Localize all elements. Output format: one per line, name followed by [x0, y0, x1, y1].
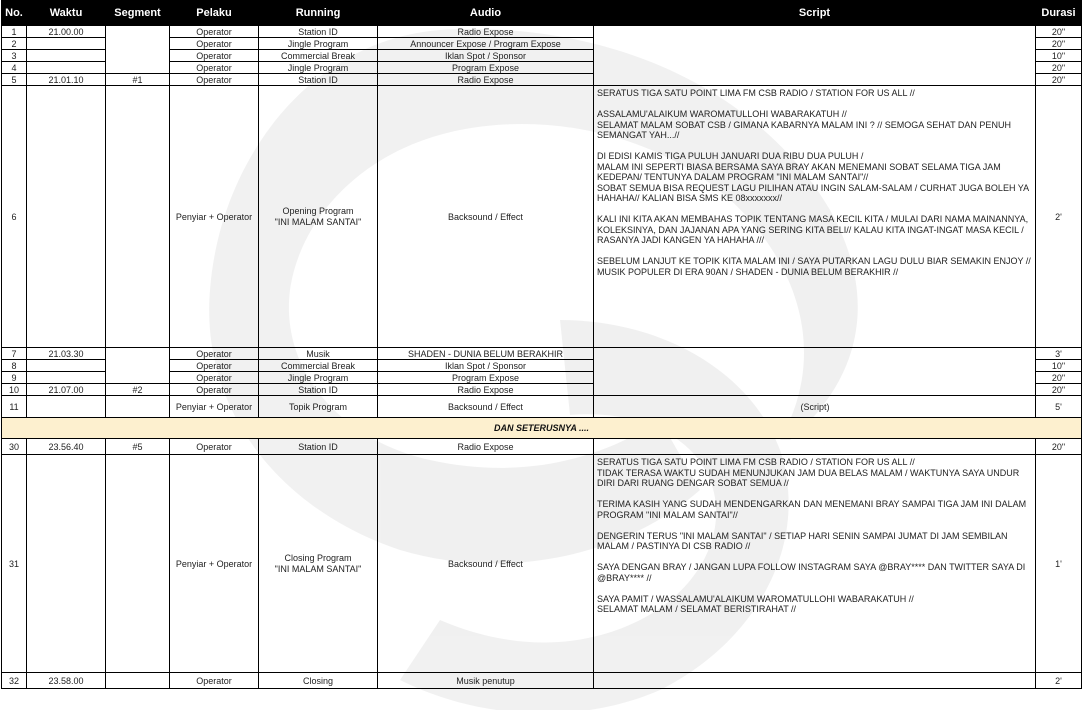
cell-audio: Radio Expose — [378, 74, 594, 86]
cell-pelaku: Operator — [170, 348, 259, 360]
cell-running: Station ID — [259, 74, 378, 86]
column-header-running: Running — [259, 1, 378, 26]
script-line: SERATUS TIGA SATU POINT LIMA FM CSB RADIO / STATION FOR US ALL // — [597, 457, 915, 467]
cell-audio: Iklan Spot / Sponsor — [378, 360, 594, 372]
cell-waktu: 23.58.00 — [27, 673, 106, 689]
running-line: "INI MALAM SANTAI" — [274, 216, 362, 227]
cell-audio: Backsound / Effect — [378, 455, 594, 673]
cell-segment — [106, 26, 170, 74]
cell-durasi: 2' — [1036, 673, 1082, 689]
cell-running: Musik — [259, 348, 378, 360]
cell-running: Station ID — [259, 439, 378, 455]
cell-durasi: 10" — [1036, 50, 1082, 62]
script-line — [597, 552, 1033, 563]
script-line: DENGERIN TERUS "INI MALAM SANTAI" / SETIAP HARI SENIN SAMPAI JUMAT DI JAM SEMBILAN MALAM / PASTINYA DI CSB RADIO // — [597, 530, 1008, 551]
cell-waktu — [27, 50, 106, 62]
cell-waktu: 21.03.30 — [27, 348, 106, 360]
cell-pelaku: Operator — [170, 74, 259, 86]
cell-pelaku: Operator — [170, 26, 259, 38]
cell-script — [594, 439, 1036, 455]
column-header-waktu: Waktu — [27, 1, 106, 26]
rundown-table — [1, 0, 1082, 689]
table-row — [2, 673, 1082, 689]
cell-segment: #5 — [106, 439, 170, 455]
cell-durasi: 20" — [1036, 74, 1082, 86]
cell-pelaku: Operator — [170, 38, 259, 50]
script-line — [597, 520, 1033, 531]
script-line — [597, 204, 1033, 215]
cell-durasi: 5' — [1036, 396, 1082, 418]
cell-pelaku: Operator — [170, 372, 259, 384]
table-header-row — [2, 1, 1082, 26]
cell-waktu: 23.56.40 — [27, 439, 106, 455]
cell-durasi: 2' — [1036, 86, 1082, 348]
table-row — [2, 26, 1082, 38]
cell-durasi: 20" — [1036, 38, 1082, 50]
column-header-durasi: Durasi — [1036, 1, 1082, 26]
cell-no: 11 — [2, 396, 27, 418]
cell-no: 7 — [2, 348, 27, 360]
cell-audio: Radio Expose — [378, 384, 594, 396]
cell-no: 8 — [2, 360, 27, 372]
cell-no: 9 — [2, 372, 27, 384]
cell-pelaku: Operator — [170, 673, 259, 689]
cell-running — [259, 455, 378, 673]
table-row — [2, 439, 1082, 455]
cell-pelaku: Operator — [170, 439, 259, 455]
cell-segment — [106, 348, 170, 384]
script-line: DI EDISI KAMIS TIGA PULUH JANUARI DUA RIBU DUA PULUH / — [597, 151, 864, 161]
table-row — [2, 348, 1082, 360]
cell-segment — [106, 86, 170, 348]
script-line — [597, 583, 1033, 594]
cell-pelaku: Operator — [170, 50, 259, 62]
script-line: MALAM INI SEPERTI BIASA BERSAMA SAYA BRAY AKAN MENEMANI SOBAT SELAMA TIGA JAM KEDEPAN/ TENTUNYA DALAM PROGRAM "INI MALAM SANTAI"// — [597, 161, 1001, 182]
cell-pelaku: Operator — [170, 360, 259, 372]
cell-pelaku: Penyiar + Operator — [170, 455, 259, 673]
cell-durasi: 20" — [1036, 384, 1082, 396]
cell-durasi: 20" — [1036, 372, 1082, 384]
running-line: "INI MALAM SANTAI" — [274, 563, 362, 574]
cell-pelaku: Penyiar + Operator — [170, 396, 259, 418]
script-line — [597, 246, 1033, 257]
cell-segment — [106, 455, 170, 673]
table-row — [2, 455, 1082, 673]
running-line: Closing Program — [284, 553, 352, 563]
cell-no: 2 — [2, 38, 27, 50]
cell-running: Closing — [259, 673, 378, 689]
cell-running: Topik Program — [259, 396, 378, 418]
cell-script — [594, 673, 1036, 689]
cell-no: 30 — [2, 439, 27, 455]
cell-audio: Musik penutup — [378, 673, 594, 689]
cell-waktu — [27, 62, 106, 74]
cell-pelaku: Penyiar + Operator — [170, 86, 259, 348]
cell-running: Station ID — [259, 384, 378, 396]
cell-waktu — [27, 38, 106, 50]
cell-no: 32 — [2, 673, 27, 689]
cell-durasi: 1' — [1036, 455, 1082, 673]
cell-pelaku: Operator — [170, 62, 259, 74]
cell-no: 31 — [2, 455, 27, 673]
cell-script — [594, 86, 1036, 348]
column-header-no: No. — [2, 1, 27, 26]
script-line — [597, 141, 1033, 152]
cell-audio: Program Expose — [378, 62, 594, 74]
cell-audio: SHADEN - DUNIA BELUM BERAKHIR — [378, 348, 594, 360]
cell-script — [594, 26, 1036, 86]
cell-no: 3 — [2, 50, 27, 62]
cell-running: Jingle Program — [259, 372, 378, 384]
script-line — [597, 489, 1033, 500]
cell-audio: Radio Expose — [378, 26, 594, 38]
separator-row — [2, 418, 1082, 439]
script-line: TIDAK TERASA WAKTU SUDAH MENUNJUKAN JAM DUA BELAS MALAM / WAKTUNYA SAYA UNDUR DIRI DARI RUANG DENGAR SOBAT SEMUA // — [597, 467, 1020, 488]
script-line: SAYA PAMIT / WASSALAMU'ALAIKUM WAROMATULLOHI WABARAKATUH // — [597, 593, 914, 604]
cell-waktu — [27, 396, 106, 418]
cell-no: 4 — [2, 62, 27, 74]
cell-durasi: 10" — [1036, 360, 1082, 372]
cell-running: Jingle Program — [259, 38, 378, 50]
cell-audio: Announcer Expose / Program Expose — [378, 38, 594, 50]
column-header-segment: Segment — [106, 1, 170, 26]
cell-script — [594, 348, 1036, 396]
cell-waktu: 21.07.00 — [27, 384, 106, 396]
cell-running: Station ID — [259, 26, 378, 38]
script-line — [597, 99, 1033, 110]
cell-durasi: 20" — [1036, 439, 1082, 455]
cell-running — [259, 86, 378, 348]
cell-audio: Backsound / Effect — [378, 396, 594, 418]
cell-waktu — [27, 86, 106, 348]
script-line: ASSALAMU'ALAIKUM WAROMATULLOHI WABARAKATUH // — [597, 109, 847, 119]
cell-waktu — [27, 372, 106, 384]
cell-running: Jingle Program — [259, 62, 378, 74]
cell-segment: #1 — [106, 74, 170, 86]
table-row — [2, 86, 1082, 348]
cell-waktu — [27, 360, 106, 372]
cell-no: 6 — [2, 86, 27, 348]
script-line: SELAMAT MALAM SOBAT CSB / GIMANA KABARNYA MALAM INI ? // SEMOGA SEHAT DAN PENUH SEMANGAT YAH...// — [597, 119, 1011, 140]
script-line: SERATUS TIGA SATU POINT LIMA FM CSB RADIO / STATION FOR US ALL // — [597, 88, 915, 98]
cell-segment — [106, 673, 170, 689]
script-line: KALI INI KITA AKAN MEMBAHAS TOPIK TENTANG MASA KECIL KITA / MULAI DARI NAMA MAINANNYA, KOLEKSINYA, DAN JAJANAN APA YANG SERING KITA BELI// KALAU KITA INGAT-INGAT MASA KECIL / RASANYA JADI KANGEN YA HAHAHA /// — [597, 214, 1029, 245]
cell-script: (Script) — [594, 396, 1036, 418]
cell-audio: Radio Expose — [378, 439, 594, 455]
cell-no: 5 — [2, 74, 27, 86]
column-header-pelaku: Pelaku — [170, 1, 259, 26]
cell-segment — [106, 396, 170, 418]
cell-audio: Program Expose — [378, 372, 594, 384]
script-line: SELAMAT MALAM / SELAMAT BERISTIRAHAT // — [597, 604, 797, 614]
cell-running: Commercial Break — [259, 50, 378, 62]
cell-durasi: 20" — [1036, 26, 1082, 38]
running-line: Opening Program — [282, 206, 354, 216]
script-line: SEBELUM LANJUT KE TOPIK KITA MALAM INI / SAYA PUTARKAN LAGU DULU BIAR SEMAKIN ENJOY // MUSIK POPULER DI ERA 90AN / SHADEN - DUNIA BELUM BERAKHIR // — [597, 256, 1031, 277]
cell-durasi: 20" — [1036, 62, 1082, 74]
cell-no: 1 — [2, 26, 27, 38]
script-line: SOBAT SEMUA BISA REQUEST LAGU PILIHAN ATAU INGIN SALAM-SALAM / CURHAT JUGA BOLEH YA HAHAHA// KALIAN BISA SMS KE 08xxxxxxx// — [597, 182, 1029, 203]
cell-running: Commercial Break — [259, 360, 378, 372]
column-header-audio: Audio — [378, 1, 594, 26]
column-header-script: Script — [594, 1, 1036, 26]
script-line: TERIMA KASIH YANG SUDAH MENDENGARKAN DAN MENEMANI BRAY SAMPAI TIGA JAM INI DALAM PROGRAM "INI MALAM SANTAI"// — [597, 499, 1027, 520]
cell-durasi: 3' — [1036, 348, 1082, 360]
cell-waktu: 21.00.00 — [27, 26, 106, 38]
table-row — [2, 396, 1082, 418]
separator-text: DAN SETERUSNYA .... — [2, 418, 1082, 439]
cell-pelaku: Operator — [170, 384, 259, 396]
script-line: SAYA DENGAN BRAY / JANGAN LUPA FOLLOW INSTAGRAM SAYA @BRAY**** DAN TWITTER SAYA DI @BRAY**** // — [597, 562, 1026, 583]
cell-waktu — [27, 455, 106, 673]
cell-waktu: 21.01.10 — [27, 74, 106, 86]
cell-audio: Backsound / Effect — [378, 86, 594, 348]
cell-segment: #2 — [106, 384, 170, 396]
cell-no: 10 — [2, 384, 27, 396]
cell-script — [594, 455, 1036, 673]
cell-audio: Iklan Spot / Sponsor — [378, 50, 594, 62]
